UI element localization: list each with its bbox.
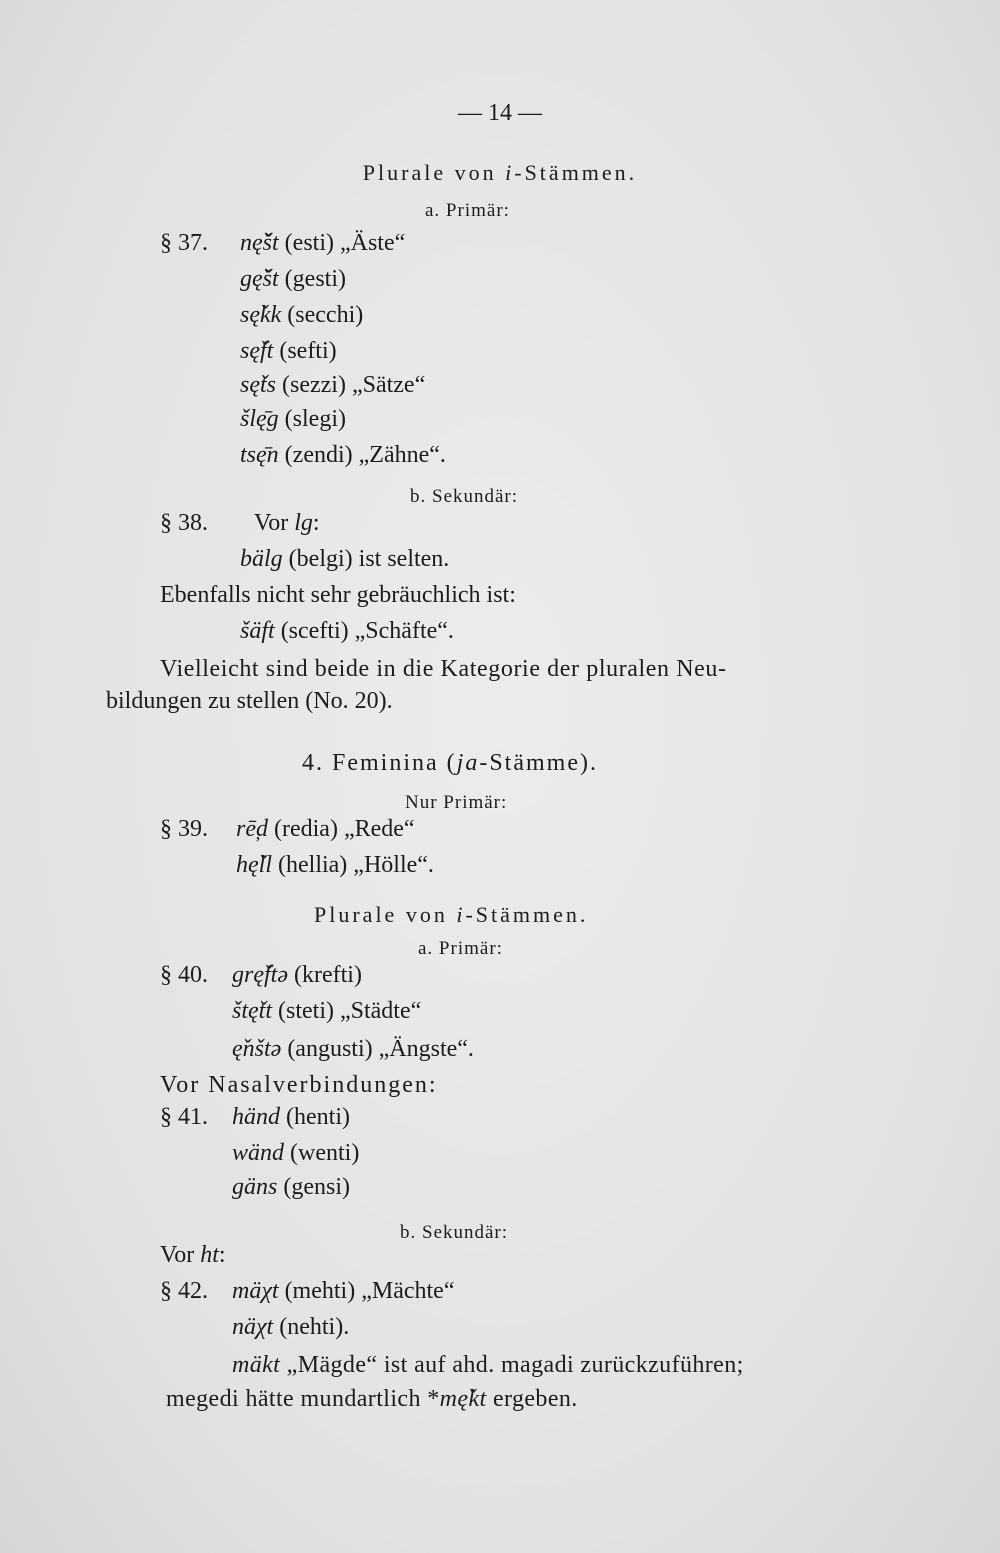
heading-plurale-i-stems: Plurale von i-Stämmen. [362, 160, 638, 185]
entry-line: hę̌ll (hellia) „Hölle“. [236, 852, 434, 878]
paragraph-number: § 42. [160, 1278, 208, 1304]
entry-line: gę̌št (gesti) [240, 266, 346, 292]
paragraph-number: § 38. [160, 510, 208, 536]
subheading-sekundaer: b. Sekundär: [400, 1222, 509, 1243]
entry-line: sę̌ft (sefti) [240, 338, 337, 364]
entry-line: bälg (belgi) ist selten. [240, 546, 450, 572]
subheading-primaer: a. Primär: [418, 938, 503, 959]
paragraph-number: § 41. [160, 1104, 208, 1130]
body-text: Vielleicht sind beide in die Kategorie der pluralen Neu- [160, 656, 727, 682]
entry-line: gäns (gensi) [232, 1174, 350, 1200]
heading-plurale-i-stems: Plurale von i-Stämmen. [314, 902, 589, 927]
subheading-sekundaer: b. Sekundär: [410, 486, 519, 507]
page-number: — 14 — [458, 100, 542, 126]
entry-line: händ (henti) [232, 1104, 350, 1130]
entry-line: mäχt (mehti) „Mächte“ [232, 1278, 455, 1304]
entry-line: sę̌ts (sezzi) „Sätze“ [240, 372, 426, 398]
body-text: Ebenfalls nicht sehr gebräuchlich ist: [160, 582, 516, 608]
entry-line: štę̌tt (steti) „Städte“ [232, 998, 422, 1024]
entry-line: wänd (wenti) [232, 1140, 360, 1166]
entry-line: näχt (nehti). [232, 1314, 350, 1340]
body-text: mäkt „Mägde“ ist auf ahd. magadi zurückzuführen; [232, 1352, 744, 1378]
entry-line: tsę̄n (zendi) „Zähne“. [240, 442, 446, 468]
entry-line: sę̌kk (secchi) [240, 302, 364, 328]
entry-line: ę̌nštə (angusti) „Ängste“. [232, 1036, 474, 1062]
paragraph-number: § 39. [160, 816, 208, 842]
paragraph-number: § 37. [160, 230, 208, 256]
section-label-nasal: Vor Nasalverbindungen: [160, 1072, 438, 1098]
entry-line: rē̦d (redia) „Rede“ [236, 816, 415, 842]
entry-line: šlę̄g (slegi) [240, 406, 346, 432]
section-label-ht: Vor ht: [160, 1242, 226, 1268]
entry-line: grę̌ftə (krefti) [232, 962, 362, 988]
body-text: megedi hätte mundartlich *mę̌kt ergeben. [166, 1386, 578, 1412]
entry-line: nę̌št (esti) „Äste“ [240, 230, 406, 256]
entry-line: šäft (scefti) „Schäfte“. [240, 618, 454, 644]
paragraph-number: § 40. [160, 962, 208, 988]
body-text: bildungen zu stellen (No. 20). [106, 688, 393, 714]
heading-feminina: 4. Feminina (ja-Stämme). [302, 750, 598, 776]
subheading-primaer: a. Primär: [425, 200, 510, 221]
subheading-nur-primaer: Nur Primär: [405, 792, 508, 813]
entry-line: Vor lg: [254, 510, 320, 536]
